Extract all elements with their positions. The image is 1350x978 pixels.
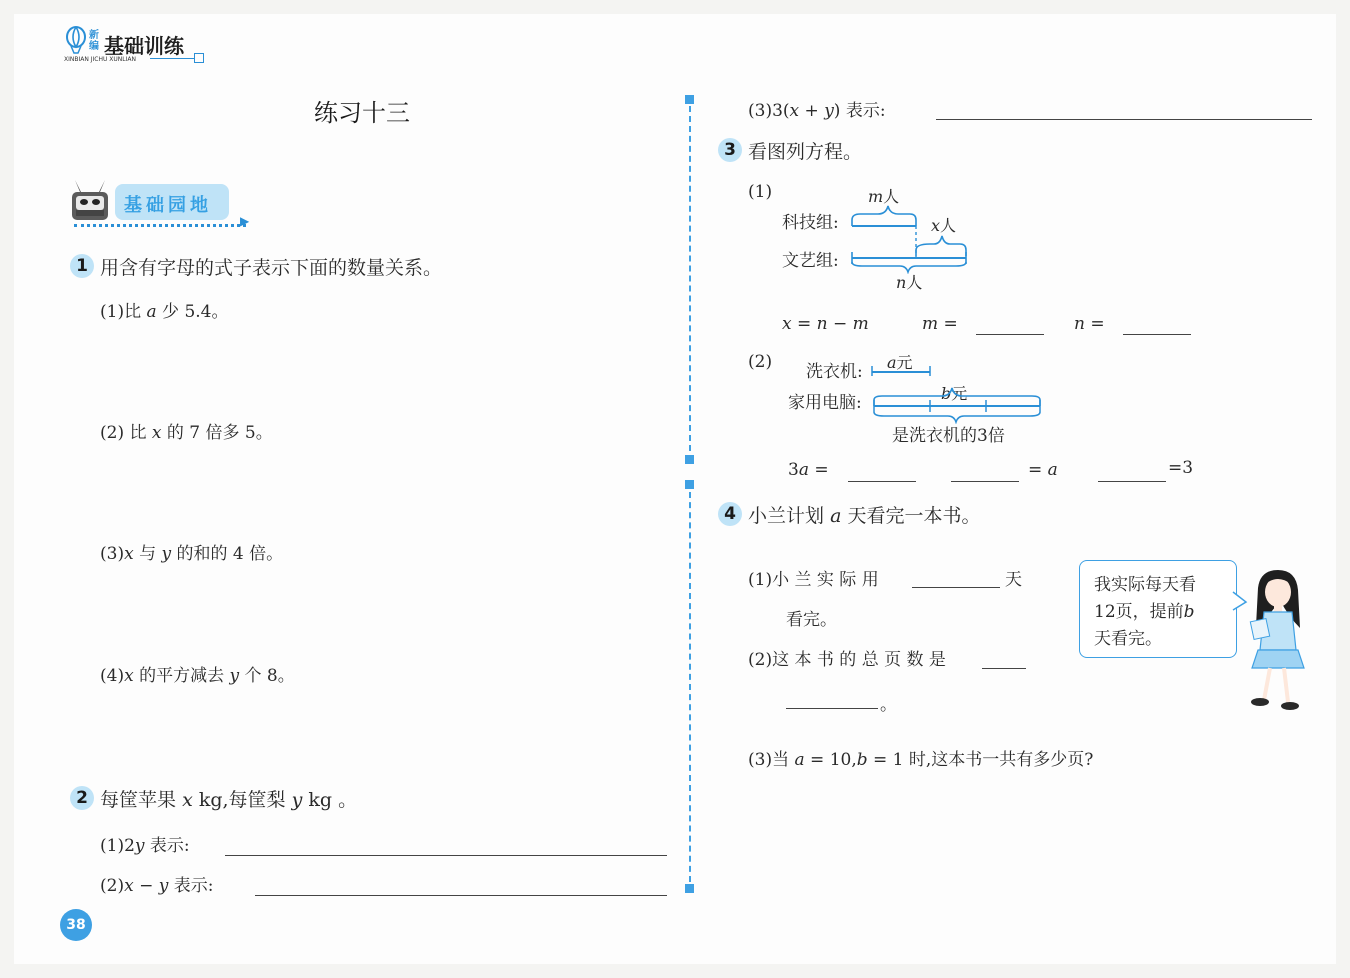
q2-var-y: y [291, 789, 303, 811]
eq3-n: n [1074, 314, 1085, 334]
q4-p3-b: = 10, [804, 750, 857, 770]
answer-line-q2-3[interactable] [936, 119, 1312, 120]
answer-line-q2-1[interactable] [225, 855, 667, 856]
eq1-x: x [782, 314, 792, 334]
q4-part-2-end: 。 [880, 695, 897, 715]
divider-square-mid-1 [685, 455, 694, 464]
eq5-eq: = [1028, 460, 1043, 480]
q4-p3-var-a: a [794, 750, 805, 770]
q1-p2-b: 的 7 倍多 5。 [166, 423, 273, 443]
page-title: 练习十三 [314, 99, 410, 127]
q2-p2-op: − [133, 876, 159, 896]
q2-p2-b: 表示: [173, 876, 214, 896]
q2-p3-x: x [789, 101, 800, 121]
q2-p2-a: (2) [100, 876, 125, 896]
logo-square [194, 53, 204, 63]
q2-var-x: x [182, 789, 193, 811]
n-var: n [896, 273, 907, 292]
q3-part-1-label: (1) [748, 182, 773, 202]
q2-p1-a: (1)2 [100, 836, 135, 856]
answer-line-eq2[interactable] [976, 334, 1044, 335]
divider-square-top [685, 95, 694, 104]
q4-p3-var-b: b [856, 750, 868, 770]
q2-p2-x: x [124, 876, 134, 896]
answer-line-q4-1[interactable] [912, 587, 1000, 588]
ren-1: 人 [883, 187, 900, 206]
q1-p4-x: x [124, 666, 134, 686]
q1-p3-a: (3) [100, 544, 125, 564]
arrow-icon: ▶ [240, 214, 250, 228]
equation-1 [782, 314, 869, 334]
question-3-number: 3 [718, 138, 742, 162]
balloon-icon [64, 26, 88, 56]
eq2-eq: = [938, 314, 958, 334]
q1-part-2 [100, 418, 273, 443]
q1-p4-y: y [229, 666, 240, 686]
line-segment-diagram-1 [848, 198, 973, 274]
logo-title: 基础训练 [104, 34, 184, 58]
keji-label: 科技组: [782, 213, 839, 233]
question-1-text: 用含有字母的式子表示下面的数量关系。 [100, 257, 443, 279]
bubble-line-3: 天看完。 [1094, 629, 1162, 649]
q1-p3-y: y [161, 544, 172, 564]
q4-text-b: 天看完一本书。 [847, 505, 981, 527]
eq1-n: n [816, 314, 828, 334]
q2-p1-b: 表示: [149, 836, 190, 856]
banner-text: 基础园地 [124, 195, 212, 216]
ren-3: 人 [906, 273, 923, 292]
answer-line-q2-2[interactable] [255, 895, 667, 896]
q3-part-2-label: (2) [748, 352, 773, 372]
x-var: x [931, 216, 941, 235]
bubble-line-1: 我实际每天看 [1094, 575, 1196, 595]
question-3-text: 看图列方程。 [748, 141, 863, 163]
question-4-text [748, 501, 980, 528]
page-number: 38 [60, 909, 92, 941]
q1-part-3 [100, 539, 283, 564]
question-4-number: 4 [718, 502, 742, 526]
q4-part-1-tian: 天 [1005, 570, 1022, 590]
bubble-l2-var: b [1183, 602, 1195, 622]
q1-p4-c: 个 8。 [244, 666, 295, 686]
question-2-text [100, 785, 357, 812]
bubble-line-2 [1094, 597, 1195, 622]
divider-square-mid-2 [685, 480, 694, 489]
equation-2 [922, 314, 958, 334]
q1-p3-c: 的和的 4 倍。 [176, 544, 284, 564]
logo-underline [150, 58, 195, 59]
banner-dotted-line [74, 224, 246, 227]
eq2-m: m [922, 314, 939, 334]
xiyiji-label: 洗衣机: [806, 362, 863, 382]
answer-line-eq6[interactable] [1098, 481, 1166, 482]
q2-p3-a: (3)3( [748, 101, 790, 121]
diannao-label: 家用电脑: [788, 393, 862, 413]
wenyi-label: 文艺组: [782, 251, 839, 271]
eq5-a: a [1047, 460, 1058, 480]
q1-part-4 [100, 661, 295, 686]
equation-4 [788, 460, 829, 480]
q1-p3-x: x [124, 544, 134, 564]
q1-p1-b: 少 5.4。 [162, 302, 229, 322]
yuan-1: 元 [896, 353, 913, 372]
b-yuan-var: b [941, 384, 952, 403]
question-2-number: 2 [70, 786, 94, 810]
q2-p3-b: ) 表示: [833, 101, 886, 121]
q1-p1-a: (1)比 [100, 302, 142, 322]
eq4-3: 3 [788, 460, 799, 480]
line-segment-diagram-2 [868, 362, 1048, 424]
divider-top [689, 106, 691, 451]
eq1-m: m [852, 314, 869, 334]
eq1-eq: = [791, 314, 817, 334]
eq3-eq: = [1084, 314, 1105, 334]
yuan-2: 元 [951, 384, 968, 403]
mascot-icon [70, 178, 110, 222]
q2-p1-var: y [134, 836, 145, 856]
logo-small-text: 新编 [89, 30, 99, 52]
q1-p4-a: (4) [100, 666, 125, 686]
q4-var-a: a [830, 505, 842, 527]
answer-line-eq4[interactable] [848, 481, 916, 482]
question-1-number: 1 [70, 254, 94, 278]
q2-text-c: kg 。 [308, 789, 358, 811]
q2-p3-y: y [824, 101, 834, 121]
q4-part-1-cont: 看完。 [786, 610, 837, 630]
q2-p3-op: + [799, 101, 825, 121]
answer-line-q4-2b[interactable] [786, 708, 878, 709]
q4-part-1: (1)小 兰 实 际 用 [748, 570, 879, 590]
q1-p2-var: x [151, 423, 162, 443]
answer-line-eq3[interactable] [1123, 334, 1191, 335]
eq4-eq: = [808, 460, 829, 480]
equation-6: =3 [1168, 458, 1194, 478]
q4-p3-d: = 1 时,这本书一共有多少页? [867, 750, 1094, 770]
workbook-page [14, 14, 1336, 964]
answer-line-eq5[interactable] [951, 481, 1019, 482]
divider-square-bottom [685, 884, 694, 893]
equation-5 [1028, 460, 1058, 480]
eq4-a: a [798, 460, 809, 480]
q1-part-1 [100, 297, 229, 322]
m-var: m [868, 187, 884, 206]
times3-label: 是洗衣机的3倍 [892, 426, 1005, 446]
q1-p1-var: a [146, 302, 157, 322]
q2-part-1 [100, 831, 190, 856]
q4-p3-a: (3)当 [748, 750, 790, 770]
eq1-minus: − [827, 314, 853, 334]
q2-text-a: 每筐苹果 [100, 789, 177, 811]
q2-p2-y: y [158, 876, 169, 896]
q4-part-2: (2)这 本 书 的 总 页 数 是 [748, 650, 946, 670]
q4-part-3 [748, 745, 1093, 770]
bubble-l2-a: 12页，提前 [1094, 602, 1184, 622]
q2-text-b: kg,每筐梨 [198, 789, 286, 811]
divider-bottom [689, 492, 691, 882]
girl-reading-illustration [1240, 566, 1312, 716]
q4-text-a: 小兰计划 [748, 505, 825, 527]
q1-p3-b: 与 [139, 544, 157, 564]
a-yuan-var: a [887, 353, 897, 372]
q2-part-3 [748, 96, 886, 121]
answer-line-q4-2a[interactable] [982, 668, 1026, 669]
q2-part-2 [100, 871, 214, 896]
ren-2: 人 [940, 216, 957, 235]
q1-p2-a: (2) 比 [100, 423, 147, 443]
logo-pinyin: XINBIAN JICHU XUNLIAN [64, 56, 136, 63]
equation-3 [1074, 314, 1105, 334]
q1-p4-b: 的平方减去 [139, 666, 225, 686]
